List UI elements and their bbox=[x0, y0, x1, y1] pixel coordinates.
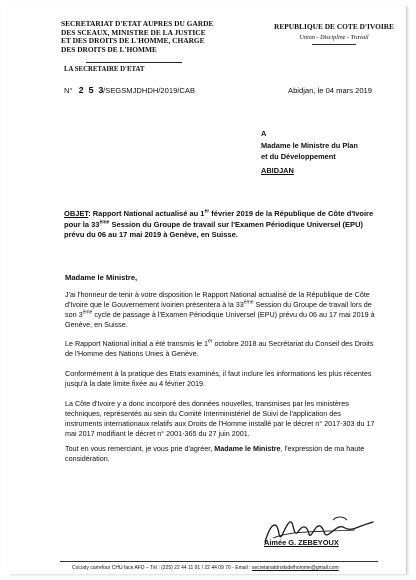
paragraph-text: Le Rapport National initial a été transmis le 1 bbox=[65, 339, 209, 348]
recipient-block bbox=[261, 128, 358, 176]
paragraph: Conformément à la pratique des Etats examinés, il faut inclure les informations les plus récentes jusqu'à la date limite fixée au 4 février 2019. bbox=[65, 369, 372, 388]
paragraph-bold-text: Madame le Ministre bbox=[214, 444, 281, 453]
paragraph-text: Tout en vous remerciant, je vous prie d'agréer, bbox=[65, 444, 215, 453]
paragraph-text: cycle de passage à l'Examen Périodique Universel (EPU) prévu du 06 au 17 mai 2019 à Genève, en Suisse. bbox=[65, 309, 375, 329]
footer-contact bbox=[72, 565, 382, 571]
authority-line: ET DES DROITS DE L'HOMME, CHARGE bbox=[61, 36, 205, 45]
salutation: Madame le Ministre, bbox=[65, 273, 138, 282]
header-divider bbox=[86, 62, 182, 63]
footer-email[interactable]: secretariatdroitsdelhomme@gmail.com bbox=[251, 565, 339, 571]
paragraph-text: J'ai l'honneur de tenir à votre disposition le Rapport National actualisé de la République de Côte d'Ivoire que le Gouvernement ivoirien présentera à la 33 bbox=[65, 290, 370, 309]
reference-handwritten-number: 2 5 3 bbox=[78, 86, 104, 96]
motto-divider bbox=[312, 44, 356, 45]
place-and-date: Abidjan, le 04 mars 2019 bbox=[288, 86, 373, 95]
authority-line: DES SCEAUX, MINISTRE DE LA JUSTICE bbox=[61, 27, 206, 37]
subject-label: OBJET bbox=[64, 209, 89, 218]
recipient-line: Madame le Ministre du Plan bbox=[261, 140, 358, 150]
paragraph-text: Session du Groupe de travail lors de son 3 bbox=[65, 299, 372, 319]
reference-code: /SEGSMJDHDH/2019/CAB bbox=[103, 86, 196, 95]
superscript: ème bbox=[243, 299, 254, 306]
republic-name: REPUBLIQUE DE COTE D'IVOIRE bbox=[274, 22, 394, 31]
subject-text: : Rapport National actualisé au 1 bbox=[88, 209, 205, 218]
paragraph bbox=[65, 290, 379, 330]
paragraph-text: , l'expression de ma haute considération. bbox=[65, 444, 365, 463]
superscript: ème bbox=[99, 219, 110, 225]
secretaire-title: LA SECRETAIRE D'ETAT bbox=[64, 66, 145, 73]
recipient-prefix: A bbox=[261, 129, 267, 138]
footer-text: Cocody carrefour CHU face AFD – Tél : (225) 22 44 11 91 / 22 44 09 70 - Email : bbox=[72, 565, 252, 571]
document-page bbox=[8, 6, 407, 574]
paragraph: La Côte d'Ivoire y a donc incorporé des données nouvelles, transmises par les ministères techniques, représentés au sein du Comité Interministériel de Suivi de l'application des instruments internationaux relatifs aux Droits de l'Homme installé par le décret n° 2017-303 du 17 mai 2017 modifiant le décret n° 2001-365 du 27 juin 2001. bbox=[65, 399, 375, 438]
footer-divider bbox=[60, 561, 378, 562]
national-motto: Union - Discipline - Travail bbox=[299, 34, 369, 41]
subject-text: Session du Groupe de travail sur l'Examen Périodique Universel (EPU) prévu du 06 au 17 mai 2019 à Genève, en Suisse. bbox=[64, 219, 363, 239]
recipient-line: et du Développement bbox=[261, 152, 336, 161]
subject-block bbox=[64, 209, 384, 241]
issuing-authority bbox=[61, 20, 231, 54]
signer-name: Aimée G. ZEBEYOUX bbox=[264, 538, 339, 547]
recipient-city: ABIDJAN bbox=[261, 165, 294, 175]
superscript: ème bbox=[82, 309, 93, 316]
superscript: er bbox=[204, 208, 210, 215]
paragraph-text: octobre 2018 au Secrétariat du Conseil des Droits de l'Homme des Nations Unies à Genève. bbox=[65, 339, 374, 358]
authority-line: DES DROITS DE L'HOMME bbox=[61, 44, 157, 54]
republic-header bbox=[264, 22, 404, 45]
reference-label: N° bbox=[64, 86, 73, 95]
superscript: er bbox=[208, 338, 213, 345]
paragraph bbox=[65, 339, 379, 359]
paragraph bbox=[65, 444, 379, 464]
authority-line: SECRETARIAT D'ETAT AUPRES DU GARDE bbox=[61, 19, 214, 28]
reference-number bbox=[64, 86, 195, 96]
subject-text: février 2019 de la République de Côte d'Ivoire pour la 33 bbox=[64, 209, 374, 229]
